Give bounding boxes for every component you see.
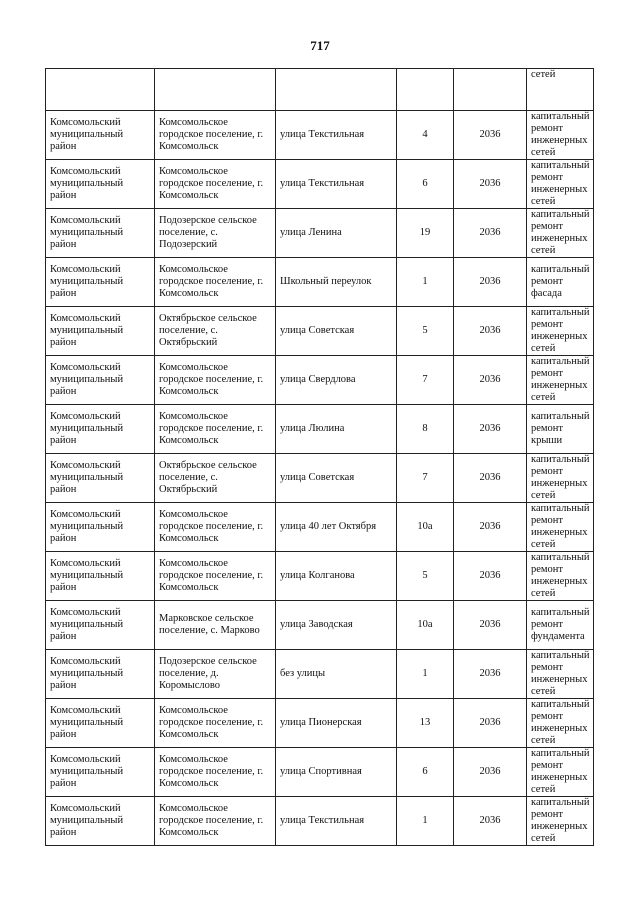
house-number-cell: 8 — [397, 405, 454, 454]
table-row — [46, 160, 594, 209]
settlement-cell: Комсомольское городское поселение, г. Комсомольск — [155, 258, 276, 307]
settlement-cell: Комсомольское городское поселение, г. Комсомольск — [155, 797, 276, 846]
year-cell: 2036 — [454, 356, 527, 405]
work-type-cell: капитальный ремонт инженерных сетей — [527, 552, 594, 601]
street-cell: без улицы — [276, 650, 397, 699]
street-cell — [276, 69, 397, 111]
year-cell: 2036 — [454, 258, 527, 307]
year-cell: 2036 — [454, 699, 527, 748]
street-cell: улица 40 лет Октября — [276, 503, 397, 552]
district-cell: Комсомольский муниципальный район — [46, 454, 155, 503]
street-cell: улица Советская — [276, 454, 397, 503]
table-row — [46, 356, 594, 405]
year-cell: 2036 — [454, 601, 527, 650]
work-type-cell: капитальный ремонт крыши — [527, 405, 594, 454]
work-type-cell: капитальный ремонт инженерных сетей — [527, 699, 594, 748]
house-number-cell: 6 — [397, 748, 454, 797]
work-type-cell: капитальный ремонт инженерных сетей — [527, 111, 594, 160]
settlement-cell: Комсомольское городское поселение, г. Комсомольск — [155, 405, 276, 454]
settlement-cell — [155, 69, 276, 111]
house-number-cell: 4 — [397, 111, 454, 160]
table-row — [46, 601, 594, 650]
settlement-cell: Октябрьское сельское поселение, с. Октябрьский — [155, 307, 276, 356]
year-cell: 2036 — [454, 454, 527, 503]
house-number-cell: 1 — [397, 650, 454, 699]
settlement-cell: Комсомольское городское поселение, г. Комсомольск — [155, 111, 276, 160]
house-number-cell: 5 — [397, 552, 454, 601]
settlement-cell: Комсомольское городское поселение, г. Комсомольск — [155, 356, 276, 405]
street-cell: улица Текстильная — [276, 160, 397, 209]
district-cell: Комсомольский муниципальный район — [46, 160, 155, 209]
house-number-cell: 5 — [397, 307, 454, 356]
page-number: 717 — [310, 38, 330, 53]
year-cell: 2036 — [454, 552, 527, 601]
settlement-cell: Подозерское сельское поселение, д. Коромыслово — [155, 650, 276, 699]
district-cell: Комсомольский муниципальный район — [46, 748, 155, 797]
house-number-cell: 13 — [397, 699, 454, 748]
settlement-cell: Комсомольское городское поселение, г. Комсомольск — [155, 552, 276, 601]
house-number-cell: 7 — [397, 454, 454, 503]
district-cell: Комсомольский муниципальный район — [46, 601, 155, 650]
district-cell: Комсомольский муниципальный район — [46, 209, 155, 258]
house-number-cell: 7 — [397, 356, 454, 405]
year-cell: 2036 — [454, 503, 527, 552]
settlement-cell: Комсомольское городское поселение, г. Комсомольск — [155, 160, 276, 209]
district-cell: Комсомольский муниципальный район — [46, 797, 155, 846]
work-type-cell: капитальный ремонт фасада — [527, 258, 594, 307]
year-cell: 2036 — [454, 797, 527, 846]
table-row — [46, 552, 594, 601]
street-cell: улица Советская — [276, 307, 397, 356]
year-cell: 2036 — [454, 307, 527, 356]
table-row — [46, 797, 594, 846]
street-cell: улица Свердлова — [276, 356, 397, 405]
house-number-cell: 10а — [397, 503, 454, 552]
street-cell: улица Ленина — [276, 209, 397, 258]
table-row-continuation — [46, 69, 594, 111]
district-cell: Комсомольский муниципальный район — [46, 503, 155, 552]
street-cell: улица Текстильная — [276, 111, 397, 160]
district-cell: Комсомольский муниципальный район — [46, 258, 155, 307]
work-type-cell: капитальный ремонт инженерных сетей — [527, 797, 594, 846]
district-cell: Комсомольский муниципальный район — [46, 307, 155, 356]
repair-schedule-table — [45, 68, 594, 846]
work-type-cell: капитальный ремонт инженерных сетей — [527, 503, 594, 552]
year-cell: 2036 — [454, 650, 527, 699]
street-cell: улица Пионерская — [276, 699, 397, 748]
table-row — [46, 405, 594, 454]
district-cell: Комсомольский муниципальный район — [46, 405, 155, 454]
street-cell: улица Спортивная — [276, 748, 397, 797]
work-type-cell: капитальный ремонт инженерных сетей — [527, 160, 594, 209]
settlement-cell: Комсомольское городское поселение, г. Комсомольск — [155, 503, 276, 552]
district-cell: Комсомольский муниципальный район — [46, 699, 155, 748]
year-cell: 2036 — [454, 405, 527, 454]
settlement-cell: Комсомольское городское поселение, г. Комсомольск — [155, 748, 276, 797]
house-number-cell — [397, 69, 454, 111]
table-row — [46, 503, 594, 552]
district-cell: Комсомольский муниципальный район — [46, 650, 155, 699]
district-cell: Комсомольский муниципальный район — [46, 356, 155, 405]
street-cell: улица Текстильная — [276, 797, 397, 846]
work-type-cell: капитальный ремонт инженерных сетей — [527, 748, 594, 797]
year-cell — [454, 69, 527, 111]
district-cell: Комсомольский муниципальный район — [46, 552, 155, 601]
year-cell: 2036 — [454, 160, 527, 209]
table-row — [46, 454, 594, 503]
street-cell: улица Колганова — [276, 552, 397, 601]
settlement-cell: Октябрьское сельское поселение, с. Октябрьский — [155, 454, 276, 503]
work-type-cell: сетей — [527, 69, 594, 111]
table-row — [46, 699, 594, 748]
work-type-cell: капитальный ремонт инженерных сетей — [527, 650, 594, 699]
work-type-cell: капитальный ремонт инженерных сетей — [527, 307, 594, 356]
street-cell: Школьный переулок — [276, 258, 397, 307]
district-cell — [46, 69, 155, 111]
work-type-cell: капитальный ремонт инженерных сетей — [527, 356, 594, 405]
work-type-cell: капитальный ремонт фундамента — [527, 601, 594, 650]
house-number-cell: 1 — [397, 258, 454, 307]
table-row — [46, 650, 594, 699]
work-type-cell: капитальный ремонт инженерных сетей — [527, 454, 594, 503]
table-row — [46, 258, 594, 307]
house-number-cell: 1 — [397, 797, 454, 846]
settlement-cell: Марковское сельское поселение, с. Марково — [155, 601, 276, 650]
table-row — [46, 307, 594, 356]
settlement-cell: Подозерское сельское поселение, с. Подозерский — [155, 209, 276, 258]
table-row — [46, 111, 594, 160]
district-cell: Комсомольский муниципальный район — [46, 111, 155, 160]
street-cell: улица Заводская — [276, 601, 397, 650]
year-cell: 2036 — [454, 111, 527, 160]
house-number-cell: 6 — [397, 160, 454, 209]
house-number-cell: 10а — [397, 601, 454, 650]
house-number-cell: 19 — [397, 209, 454, 258]
work-type-cell: капитальный ремонт инженерных сетей — [527, 209, 594, 258]
year-cell: 2036 — [454, 748, 527, 797]
settlement-cell: Комсомольское городское поселение, г. Комсомольск — [155, 699, 276, 748]
table-row — [46, 748, 594, 797]
year-cell: 2036 — [454, 209, 527, 258]
table-body — [46, 69, 594, 846]
table-row — [46, 209, 594, 258]
street-cell: улица Люлина — [276, 405, 397, 454]
